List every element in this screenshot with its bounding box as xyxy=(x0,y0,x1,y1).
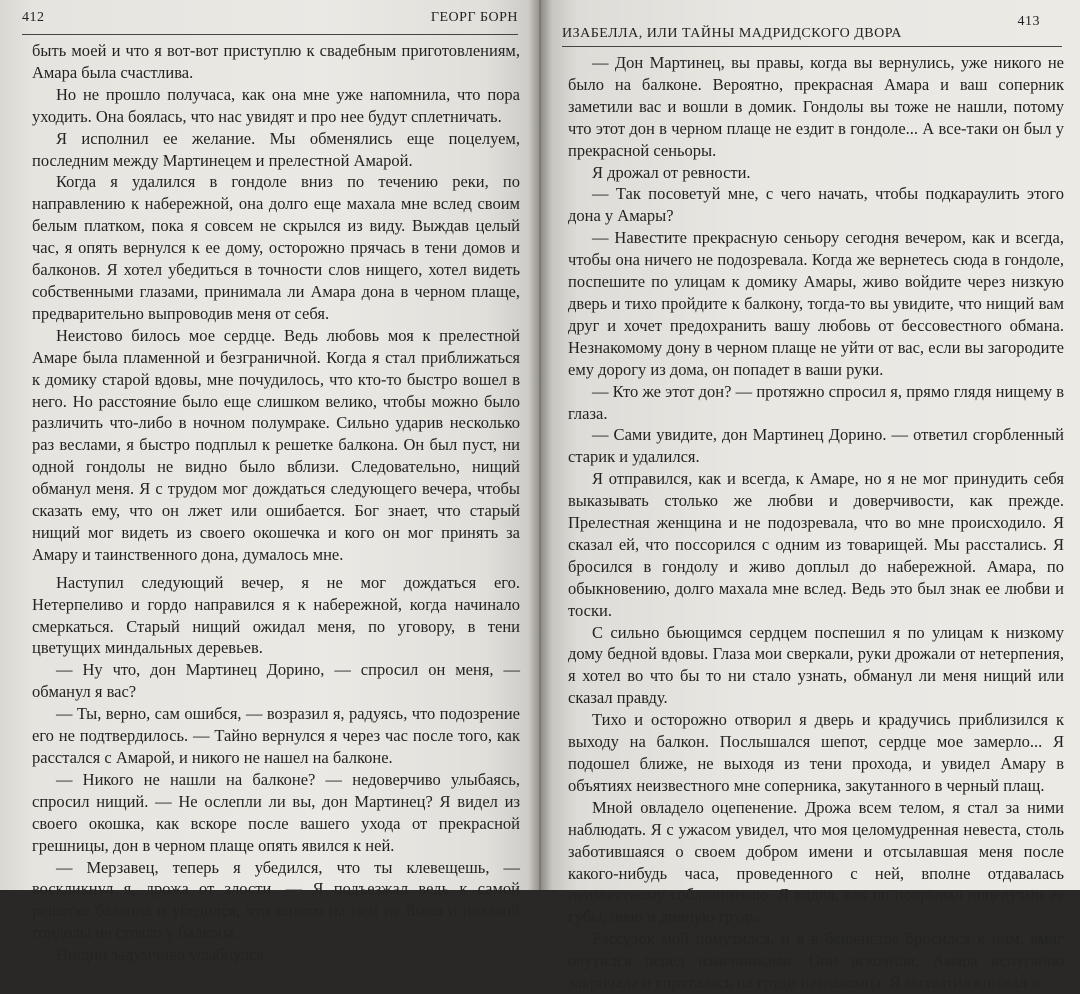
paragraph: Рассудок мой помутился, и я в бешенстве бросился к ним, вмиг очутился перед изменниками. Они вскочили, Амара испуганно закричала и спряталась на груди незнакомца. Я выхватил кинжал и xyxy=(568,929,1064,993)
paragraph: — Никого не нашли на балконе? — недоверчиво улыбаясь, спросил нищий. — Не ослепли ли вы, дон Мартинец? Я видел из своего окошка, как вскоре после вашего ухода от прекрасной грешницы, дон в черном плаще опять явился к ней. xyxy=(32,769,520,855)
paragraph: — Так посоветуй мне, с чего начать, чтобы подкараулить этого дона у Амары? xyxy=(568,184,1064,226)
paragraph: — Ты, верно, сам ошибся, — возразил я, радуясь, что подозрение его не подтвердилось. — Тайно вернулся я через час после того, как расстался с Амарой, и никого не нашел на балконе. xyxy=(32,704,520,767)
left-page-body xyxy=(32,40,520,966)
paragraph: Неистово билось мое сердце. Ведь любовь моя к прелестной Амаре была пламенной и безграничной. Когда я стал приближаться к домику старой вдовы, мне почудилось, что кто-то быстро вошел в него. Но расстояние было еще слишком велико, чтобы можно было различить что-либо в ночном полумраке. Сильно ударив несколько раз веслами, я быстро подплыл к решетке балкона. Он был пуст, ни одной гондолы не видно было вблизи. Следовательно, нищий обманул меня. Я с трудом мог дождаться следующего вечера, чтобы сказать ему, что он лжет или ошибается. Бог знает, что старый нищий мог видеть из своего окошечка и кого он мог принять за Амару и таинственного дона, думалось мне. xyxy=(32,325,520,564)
paragraph: быть моей и что я вот-вот приступлю к свадебным приготовлениям, Амара была счастлива. xyxy=(32,41,520,82)
paragraph: — Кто же этот дон? — протяжно спросил я, прямо глядя нищему в глаза. xyxy=(568,381,1064,423)
right-page-body xyxy=(568,52,1064,994)
paragraph: Наступил следующий вечер, я не мог дождаться его. Нетерпеливо и гордо направился я к набережной, когда начинало смеркаться. Старый нищий ожидал меня, по уговору, в тени цветущих миндальных деревьев. xyxy=(32,572,520,658)
paragraph: — Сами увидите, дон Мартинец Дорино. — ответил сгорбленный старик и удалился. xyxy=(568,425,1064,467)
paragraph: С сильно бьющимся сердцем поспешил я по улицам к низкому дому бедной вдовы. Глаза мои сверкали, руки дрожали от нетерпения, я хотел во что бы то ни стало узнать, обманул ли меня нищий или сказал правду. xyxy=(568,622,1064,708)
left-page-number: 412 xyxy=(22,10,45,25)
paragraph: Я исполнил ее желание. Мы обменялись еще поцелуем, последним между Мартинецем и прелестной Амарой. xyxy=(32,128,520,170)
paragraph: Тихо и осторожно отворил я дверь и крадучись приблизился к выходу на балкон. Послышался шепот, сердце мое замерло... Я подошел ближе, не выходя из тени прохода, и увидел Амару в объятиях неизвестного мне соперника, закутанного в черный плащ. xyxy=(568,710,1064,795)
right-page-number: 413 xyxy=(1017,14,1040,29)
paragraph: Я отправился, как и всегда, к Амаре, но я не мог принудить себя выказывать столько же любви и доверчивости, как прежде. Прелестная женщина и не подозревала, что во мне происходило. Я сказал ей, что поссорился с одним из товарищей. Мы расстались. Я бросился в гондолу и живо доплыл до набережной. Амара, по обыкновению, долго махала мне вслед. Ведь это был знак ее любви и тоски. xyxy=(568,469,1064,620)
paragraph: Мной овладело оцепенение. Дрожа всем телом, я стал за ними наблюдать. Я с ужасом увидел, что моя целомудренная невеста, столь заботившаяся о своем добром имени и отсылавшая меня после какого-нибудь часа, проведенного с ней, вполне отдавалась неизвестному соблазнителю. Я видел, как он покрывал поцелуями ее губы, шею и дивную грудь. xyxy=(568,797,1064,927)
paragraph: Когда я удалился в гондоле вниз по течению реки, по направлению к набережной, она долго еще махала мне вслед своим белым платком, пока я совсем не скрылся из виду. Выждав целый час, я опять вернулся к ее дому, осторожно прячась в тени домов и балконов. Я хотел убедиться в точности слов нищего, хотел видеть собственными глазами, принимала ли Амара дона в черном плаще, предварительно выпроводив меня от себя. xyxy=(32,172,520,323)
paragraph: — Навестите прекрасную сеньору сегодня вечером, как и всегда, чтобы она ничего не подозревала. Когда же вернетесь сюда в гондоле, поспешите по улицам к домику Амары, живо войдите через низкую дверь и тихо пройдите к балкону, тогда-то вы увидите, что нищий вам друг и хочет предохранить вашу любовь от бессовестного обмана. Незнакомому дону в черном плаще не уйти от вас, если вы загородите ему дорогу из дома, он попадет в ваши руки. xyxy=(568,228,1064,379)
right-running-head: ИЗАБЕЛЛА, ИЛИ ТАЙНЫ МАДРИДСКОГО ДВОРА xyxy=(562,26,902,41)
paragraph: — Дон Мартинец, вы правы, когда вы вернулись, уже никого не было на балконе. Вероятно, прекрасная Амара и ваш соперник заметили вас и вошли в домик. Гондолы вы тоже не нашли, потому что этот дон в черном плаще не ездит в гондоле... А все-таки он был у прекрасной сеньоры. xyxy=(568,53,1064,160)
paragraph: Я дрожал от ревности. xyxy=(592,162,751,182)
right-page xyxy=(540,0,1080,993)
right-header-rule xyxy=(562,46,1062,47)
left-page xyxy=(0,0,540,965)
paragraph: Нищий задумчиво улыбнулся. xyxy=(56,945,268,965)
paragraph: — Мерзавец, теперь я убедился, что ты клевещешь, — воскликнул я, дрожа от злости. — Я подъезжал ведь к самой решетке балкона и убедился, что никого на нем не было и никакой гондолы не стояло у балкона. xyxy=(32,857,520,943)
paragraph: Но не прошло получаса, как она мне уже напомнила, что пора уходить. Она боялась, что нас увидят и про нее будут сплетничать. xyxy=(32,84,520,126)
paragraph: — Ну что, дон Мартинец Дорино, — спросил он меня, — обманул я вас? xyxy=(32,660,520,702)
left-header-rule xyxy=(22,34,518,35)
left-running-head: ГЕОРГ БОРН xyxy=(430,10,518,25)
